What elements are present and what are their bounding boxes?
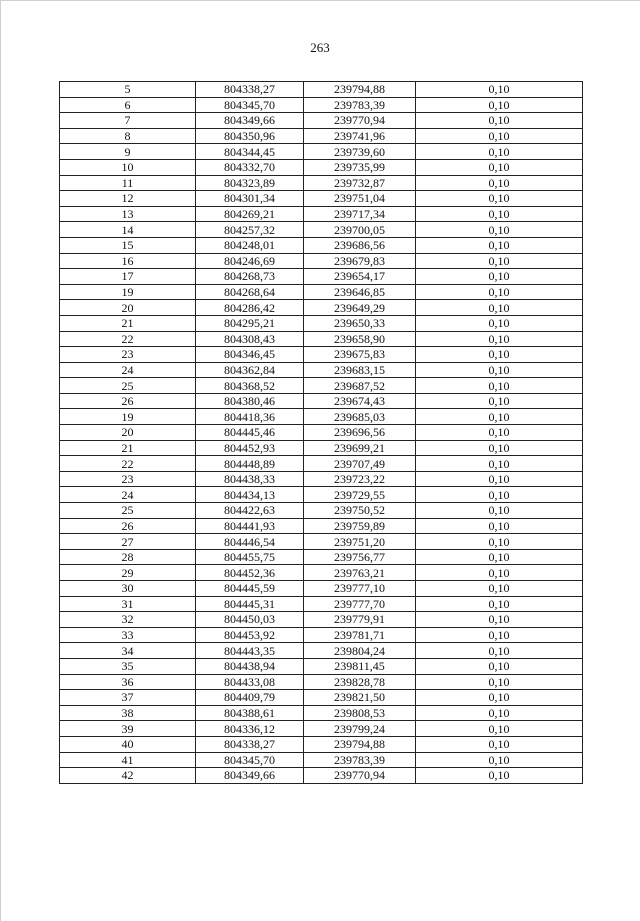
point-number-cell: 16 [60,253,196,269]
x-coordinate-cell: 804445,31 [196,596,304,612]
point-number-cell: 22 [60,456,196,472]
table-row [60,144,583,160]
point-number-cell: 38 [60,705,196,721]
x-coordinate-cell: 804350,96 [196,128,304,144]
y-coordinate-cell: 239699,21 [304,440,416,456]
y-coordinate-cell: 239735,99 [304,159,416,175]
scan-edge-top [0,0,640,1]
x-coordinate-cell: 804409,79 [196,690,304,706]
x-coordinate-cell: 804438,33 [196,471,304,487]
y-coordinate-cell: 239783,39 [304,752,416,768]
table-row [60,596,583,612]
table-row [60,705,583,721]
x-coordinate-cell: 804308,43 [196,331,304,347]
y-coordinate-cell: 239750,52 [304,503,416,519]
scan-edge-left [0,0,1,921]
point-number-cell: 17 [60,269,196,285]
x-coordinate-cell: 804445,59 [196,581,304,597]
x-coordinate-cell: 804380,46 [196,393,304,409]
point-number-cell: 26 [60,393,196,409]
x-coordinate-cell: 804452,36 [196,565,304,581]
point-number-cell: 11 [60,175,196,191]
point-number-cell: 22 [60,331,196,347]
y-coordinate-cell: 239650,33 [304,315,416,331]
y-coordinate-cell: 239781,71 [304,627,416,643]
y-coordinate-cell: 239811,45 [304,658,416,674]
y-coordinate-cell: 239799,24 [304,721,416,737]
point-number-cell: 20 [60,300,196,316]
accuracy-cell: 0,10 [416,456,583,472]
y-coordinate-cell: 239794,88 [304,82,416,98]
y-coordinate-cell: 239658,90 [304,331,416,347]
table-row [60,82,583,98]
y-coordinate-cell: 239759,89 [304,518,416,534]
table-row [60,237,583,253]
table-row [60,378,583,394]
table-row [60,425,583,441]
y-coordinate-cell: 239770,94 [304,768,416,784]
point-number-cell: 40 [60,736,196,752]
accuracy-cell: 0,10 [416,315,583,331]
accuracy-cell: 0,10 [416,97,583,113]
table-row [60,191,583,207]
table-row [60,409,583,425]
y-coordinate-cell: 239808,53 [304,705,416,721]
accuracy-cell: 0,10 [416,222,583,238]
accuracy-cell: 0,10 [416,705,583,721]
x-coordinate-cell: 804388,61 [196,705,304,721]
accuracy-cell: 0,10 [416,300,583,316]
x-coordinate-cell: 804433,08 [196,674,304,690]
accuracy-cell: 0,10 [416,206,583,222]
y-coordinate-cell: 239723,22 [304,471,416,487]
accuracy-cell: 0,10 [416,331,583,347]
y-coordinate-cell: 239674,43 [304,393,416,409]
y-coordinate-cell: 239783,39 [304,97,416,113]
point-number-cell: 10 [60,159,196,175]
accuracy-cell: 0,10 [416,144,583,160]
point-number-cell: 15 [60,237,196,253]
accuracy-cell: 0,10 [416,658,583,674]
accuracy-cell: 0,10 [416,627,583,643]
y-coordinate-cell: 239707,49 [304,456,416,472]
y-coordinate-cell: 239654,17 [304,269,416,285]
table-row [60,612,583,628]
coordinates-table [59,81,583,784]
point-number-cell: 12 [60,191,196,207]
x-coordinate-cell: 804336,12 [196,721,304,737]
point-number-cell: 19 [60,409,196,425]
table-row [60,362,583,378]
point-number-cell: 34 [60,643,196,659]
y-coordinate-cell: 239756,77 [304,549,416,565]
x-coordinate-cell: 804453,92 [196,627,304,643]
point-number-cell: 26 [60,518,196,534]
point-number-cell: 32 [60,612,196,628]
table-row [60,721,583,737]
accuracy-cell: 0,10 [416,128,583,144]
y-coordinate-cell: 239729,55 [304,487,416,503]
accuracy-cell: 0,10 [416,347,583,363]
accuracy-cell: 0,10 [416,175,583,191]
point-number-cell: 8 [60,128,196,144]
y-coordinate-cell: 239717,34 [304,206,416,222]
point-number-cell: 31 [60,596,196,612]
table-row [60,97,583,113]
x-coordinate-cell: 804446,54 [196,534,304,550]
x-coordinate-cell: 804344,45 [196,144,304,160]
accuracy-cell: 0,10 [416,425,583,441]
accuracy-cell: 0,10 [416,565,583,581]
table-row [60,284,583,300]
point-number-cell: 7 [60,113,196,129]
point-number-cell: 20 [60,425,196,441]
table-row [60,128,583,144]
x-coordinate-cell: 804323,89 [196,175,304,191]
accuracy-cell: 0,10 [416,362,583,378]
table-row [60,471,583,487]
y-coordinate-cell: 239777,70 [304,596,416,612]
y-coordinate-cell: 239763,21 [304,565,416,581]
point-number-cell: 5 [60,82,196,98]
x-coordinate-cell: 804418,36 [196,409,304,425]
table-row [60,658,583,674]
accuracy-cell: 0,10 [416,82,583,98]
accuracy-cell: 0,10 [416,237,583,253]
x-coordinate-cell: 804452,93 [196,440,304,456]
point-number-cell: 25 [60,503,196,519]
y-coordinate-cell: 239649,29 [304,300,416,316]
point-number-cell: 25 [60,378,196,394]
accuracy-cell: 0,10 [416,736,583,752]
table-row [60,440,583,456]
x-coordinate-cell: 804349,66 [196,768,304,784]
table-row [60,736,583,752]
accuracy-cell: 0,10 [416,284,583,300]
table-row [60,518,583,534]
x-coordinate-cell: 804434,13 [196,487,304,503]
y-coordinate-cell: 239679,83 [304,253,416,269]
point-number-cell: 21 [60,440,196,456]
page-number: 263 [310,40,330,55]
point-number-cell: 23 [60,471,196,487]
coordinates-table-body [60,82,583,784]
accuracy-cell: 0,10 [416,191,583,207]
x-coordinate-cell: 804345,70 [196,97,304,113]
point-number-cell: 19 [60,284,196,300]
accuracy-cell: 0,10 [416,518,583,534]
x-coordinate-cell: 804338,27 [196,736,304,752]
x-coordinate-cell: 804301,34 [196,191,304,207]
table-row [60,534,583,550]
x-coordinate-cell: 804441,93 [196,518,304,534]
table-row [60,159,583,175]
point-number-cell: 13 [60,206,196,222]
x-coordinate-cell: 804443,35 [196,643,304,659]
accuracy-cell: 0,10 [416,378,583,394]
y-coordinate-cell: 239741,96 [304,128,416,144]
y-coordinate-cell: 239646,85 [304,284,416,300]
x-coordinate-cell: 804362,84 [196,362,304,378]
table-row [60,503,583,519]
table-row [60,331,583,347]
accuracy-cell: 0,10 [416,643,583,659]
table-row [60,549,583,565]
accuracy-cell: 0,10 [416,440,583,456]
x-coordinate-cell: 804332,70 [196,159,304,175]
table-row [60,222,583,238]
table-row [60,269,583,285]
x-coordinate-cell: 804268,73 [196,269,304,285]
y-coordinate-cell: 239696,56 [304,425,416,441]
y-coordinate-cell: 239770,94 [304,113,416,129]
table-row [60,300,583,316]
point-number-cell: 14 [60,222,196,238]
y-coordinate-cell: 239700,05 [304,222,416,238]
accuracy-cell: 0,10 [416,674,583,690]
point-number-cell: 41 [60,752,196,768]
x-coordinate-cell: 804368,52 [196,378,304,394]
point-number-cell: 39 [60,721,196,737]
x-coordinate-cell: 804246,69 [196,253,304,269]
point-number-cell: 30 [60,581,196,597]
point-number-cell: 23 [60,347,196,363]
table-row [60,253,583,269]
point-number-cell: 33 [60,627,196,643]
table-row [60,752,583,768]
table-row [60,456,583,472]
x-coordinate-cell: 804455,75 [196,549,304,565]
accuracy-cell: 0,10 [416,503,583,519]
y-coordinate-cell: 239751,20 [304,534,416,550]
y-coordinate-cell: 239683,15 [304,362,416,378]
accuracy-cell: 0,10 [416,113,583,129]
table-row [60,690,583,706]
y-coordinate-cell: 239751,04 [304,191,416,207]
point-number-cell: 37 [60,690,196,706]
table-row [60,347,583,363]
table-row [60,768,583,784]
x-coordinate-cell: 804257,32 [196,222,304,238]
x-coordinate-cell: 804438,94 [196,658,304,674]
point-number-cell: 9 [60,144,196,160]
accuracy-cell: 0,10 [416,549,583,565]
accuracy-cell: 0,10 [416,393,583,409]
y-coordinate-cell: 239828,78 [304,674,416,690]
accuracy-cell: 0,10 [416,596,583,612]
accuracy-cell: 0,10 [416,253,583,269]
y-coordinate-cell: 239804,24 [304,643,416,659]
table-row [60,643,583,659]
x-coordinate-cell: 804445,46 [196,425,304,441]
accuracy-cell: 0,10 [416,409,583,425]
y-coordinate-cell: 239821,50 [304,690,416,706]
x-coordinate-cell: 804269,21 [196,206,304,222]
accuracy-cell: 0,10 [416,721,583,737]
accuracy-cell: 0,10 [416,159,583,175]
x-coordinate-cell: 804338,27 [196,82,304,98]
point-number-cell: 24 [60,362,196,378]
table-row [60,113,583,129]
point-number-cell: 21 [60,315,196,331]
y-coordinate-cell: 239686,56 [304,237,416,253]
point-number-cell: 35 [60,658,196,674]
accuracy-cell: 0,10 [416,269,583,285]
table-row [60,393,583,409]
accuracy-cell: 0,10 [416,768,583,784]
y-coordinate-cell: 239779,91 [304,612,416,628]
y-coordinate-cell: 239739,60 [304,144,416,160]
table-row [60,315,583,331]
table-row [60,487,583,503]
point-number-cell: 29 [60,565,196,581]
table-row [60,206,583,222]
accuracy-cell: 0,10 [416,471,583,487]
accuracy-cell: 0,10 [416,612,583,628]
x-coordinate-cell: 804345,70 [196,752,304,768]
x-coordinate-cell: 804286,42 [196,300,304,316]
x-coordinate-cell: 804349,66 [196,113,304,129]
x-coordinate-cell: 804248,01 [196,237,304,253]
point-number-cell: 24 [60,487,196,503]
y-coordinate-cell: 239777,10 [304,581,416,597]
x-coordinate-cell: 804295,21 [196,315,304,331]
table-row [60,674,583,690]
table-row [60,175,583,191]
y-coordinate-cell: 239675,83 [304,347,416,363]
point-number-cell: 27 [60,534,196,550]
accuracy-cell: 0,10 [416,534,583,550]
point-number-cell: 6 [60,97,196,113]
accuracy-cell: 0,10 [416,690,583,706]
point-number-cell: 36 [60,674,196,690]
table-row [60,581,583,597]
x-coordinate-cell: 804450,03 [196,612,304,628]
table-row [60,565,583,581]
x-coordinate-cell: 804268,64 [196,284,304,300]
y-coordinate-cell: 239687,52 [304,378,416,394]
accuracy-cell: 0,10 [416,581,583,597]
y-coordinate-cell: 239794,88 [304,736,416,752]
x-coordinate-cell: 804346,45 [196,347,304,363]
point-number-cell: 28 [60,549,196,565]
y-coordinate-cell: 239685,03 [304,409,416,425]
table-row [60,627,583,643]
point-number-cell: 42 [60,768,196,784]
accuracy-cell: 0,10 [416,487,583,503]
y-coordinate-cell: 239732,87 [304,175,416,191]
accuracy-cell: 0,10 [416,752,583,768]
x-coordinate-cell: 804422,63 [196,503,304,519]
x-coordinate-cell: 804448,89 [196,456,304,472]
